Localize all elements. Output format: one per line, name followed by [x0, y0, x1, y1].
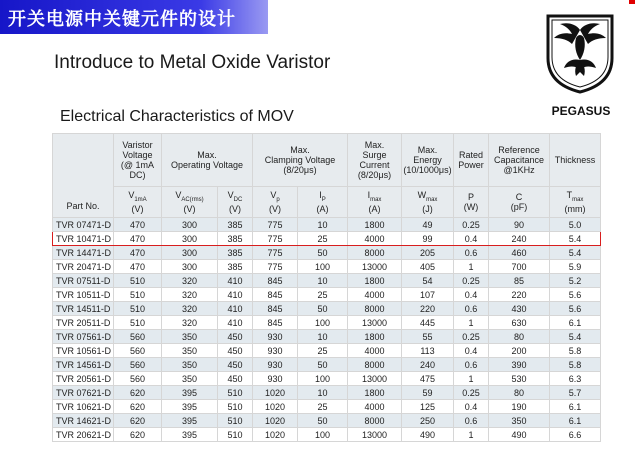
- table-cell: 85: [489, 274, 550, 288]
- group-header-line: Current: [359, 160, 390, 170]
- table-cell: 475: [402, 372, 454, 386]
- table-cell: 320: [162, 316, 218, 330]
- table-cell: 13000: [348, 428, 402, 442]
- unit-subscript: DC: [233, 196, 243, 203]
- group-header-line: Max.: [290, 145, 310, 155]
- table-cell: 59: [402, 386, 454, 400]
- table-cell: 1: [454, 428, 489, 442]
- part-number-cell: TVR 14511-D: [53, 302, 114, 316]
- table-cell: 320: [162, 302, 218, 316]
- table-cell: 125: [402, 400, 454, 414]
- brand-name: PEGASUS: [551, 104, 611, 118]
- table-cell: 5.9: [550, 260, 601, 274]
- table-cell: 0.6: [454, 358, 489, 372]
- table-cell: 55: [402, 330, 454, 344]
- unit-header: [253, 187, 298, 218]
- table-cell: 930: [253, 330, 298, 344]
- table-row: [53, 344, 601, 358]
- table-cell: 0.6: [454, 246, 489, 260]
- table-cell: 1020: [253, 414, 298, 428]
- table-cell: 410: [218, 288, 253, 302]
- group-header: [402, 134, 454, 187]
- table-cell: 300: [162, 246, 218, 260]
- table-cell: 385: [218, 218, 253, 232]
- unit-subscript: max: [572, 196, 584, 203]
- unit-label: (V): [131, 204, 144, 215]
- table-cell: 395: [162, 386, 218, 400]
- table-cell: 460: [489, 246, 550, 260]
- table-cell: 25: [298, 288, 348, 302]
- table-cell: 450: [218, 344, 253, 358]
- part-number-cell: TVR 14471-D: [53, 246, 114, 260]
- table-cell: 5.4: [550, 330, 601, 344]
- table-cell: 300: [162, 260, 218, 274]
- table-cell: 560: [114, 372, 162, 386]
- table-row: [53, 386, 601, 400]
- unit-label: (V): [269, 204, 281, 215]
- unit-label: (W): [463, 202, 479, 212]
- table-cell: 845: [253, 316, 298, 330]
- table-cell: 445: [402, 316, 454, 330]
- part-number-cell: TVR 10511-D: [53, 288, 114, 302]
- group-header-line: (8/20μs): [357, 170, 392, 180]
- table-cell: 5.6: [550, 302, 601, 316]
- unit-symbol: I: [319, 189, 322, 200]
- table-cell: 80: [489, 330, 550, 344]
- table-cell: 250: [402, 414, 454, 428]
- table-cell: 240: [402, 358, 454, 372]
- unit-symbol: W: [417, 189, 427, 200]
- table-cell: 775: [253, 232, 298, 246]
- table-cell: 6.6: [550, 428, 601, 442]
- table-cell: 5.4: [550, 246, 601, 260]
- unit-subscript: AC(rms): [181, 196, 204, 203]
- table-cell: 113: [402, 344, 454, 358]
- table-cell: 410: [218, 274, 253, 288]
- unit-label: (A): [368, 204, 381, 215]
- unit-header: [550, 187, 601, 218]
- table-cell: 8000: [348, 302, 402, 316]
- table-cell: 90: [489, 218, 550, 232]
- table-cell: 10: [298, 274, 348, 288]
- table-cell: 100: [298, 316, 348, 330]
- table-cell: 100: [298, 260, 348, 274]
- table-cell: 190: [489, 400, 550, 414]
- part-number-cell: TVR 20621-D: [53, 428, 114, 442]
- table-cell: 395: [162, 414, 218, 428]
- table-cell: 930: [253, 358, 298, 372]
- table-cell: 410: [218, 302, 253, 316]
- table-cell: 630: [489, 316, 550, 330]
- table-cell: 6.1: [550, 316, 601, 330]
- group-header-line: Max.: [197, 150, 217, 160]
- part-number-cell: TVR 07561-D: [53, 330, 114, 344]
- part-number-cell: TVR 10561-D: [53, 344, 114, 358]
- table-cell: 845: [253, 274, 298, 288]
- table-cell: 6.1: [550, 414, 601, 428]
- table-cell: 450: [218, 330, 253, 344]
- table-cell: 50: [298, 358, 348, 372]
- table-cell: 560: [114, 358, 162, 372]
- table-cell: 775: [253, 246, 298, 260]
- table-cell: 0.4: [454, 232, 489, 246]
- table-cell: 25: [298, 232, 348, 246]
- part-number-cell: TVR 14621-D: [53, 414, 114, 428]
- unit-symbol: T: [566, 189, 573, 200]
- table-cell: 4000: [348, 400, 402, 414]
- table-cell: 5.8: [550, 344, 601, 358]
- table-cell: 395: [162, 428, 218, 442]
- pegasus-shield-icon: [546, 14, 614, 94]
- table-cell: 1020: [253, 428, 298, 442]
- group-header-line: Rated: [459, 150, 484, 160]
- table-cell: 220: [402, 302, 454, 316]
- unit-label: (mm): [564, 204, 586, 215]
- table-row: [53, 246, 601, 260]
- table-cell: 405: [402, 260, 454, 274]
- group-header-line: Voltage: [122, 150, 153, 160]
- group-header-line: Clamping Voltage: [264, 155, 336, 165]
- group-header-line: Thickness: [554, 155, 596, 165]
- group-header-line: Capacitance: [493, 155, 545, 165]
- table-cell: 350: [162, 330, 218, 344]
- table-cell: 1020: [253, 400, 298, 414]
- table-cell: 700: [489, 260, 550, 274]
- table-cell: 0.25: [454, 330, 489, 344]
- group-header: [489, 134, 550, 187]
- table-cell: 430: [489, 302, 550, 316]
- unit-header: [489, 187, 550, 218]
- table-cell: 510: [114, 274, 162, 288]
- table-cell: 560: [114, 330, 162, 344]
- unit-symbol: V: [270, 189, 277, 200]
- table-cell: 300: [162, 232, 218, 246]
- table-row: [53, 302, 601, 316]
- table-cell: 450: [218, 372, 253, 386]
- table-cell: 390: [489, 358, 550, 372]
- table-cell: 13000: [348, 260, 402, 274]
- unit-header: [348, 187, 402, 218]
- table-cell: 8000: [348, 358, 402, 372]
- table-cell: 13000: [348, 372, 402, 386]
- table-cell: 470: [114, 246, 162, 260]
- table-cell: 0.25: [454, 218, 489, 232]
- table-row: [53, 330, 601, 344]
- group-header-line: Operating Voltage: [170, 160, 244, 170]
- unit-symbol: V: [175, 189, 182, 200]
- table-cell: 49: [402, 218, 454, 232]
- group-header: [550, 134, 601, 187]
- table-cell: 510: [218, 414, 253, 428]
- table-cell: 1800: [348, 218, 402, 232]
- table-cell: 350: [162, 344, 218, 358]
- table-cell: 300: [162, 218, 218, 232]
- part-no-header: Part No.: [53, 134, 114, 218]
- table-cell: 470: [114, 218, 162, 232]
- unit-header: [114, 187, 162, 218]
- group-header-line: (@ 1mA DC): [120, 160, 155, 180]
- table-cell: 510: [218, 400, 253, 414]
- table-cell: 560: [114, 344, 162, 358]
- unit-symbol: V: [128, 189, 135, 200]
- group-header-line: Surge: [362, 150, 387, 160]
- table-cell: 100: [298, 372, 348, 386]
- group-header: [114, 134, 162, 187]
- unit-label: (J): [422, 204, 433, 215]
- table-cell: 50: [298, 414, 348, 428]
- part-number-cell: TVR 07471-D: [53, 218, 114, 232]
- table-cell: 13000: [348, 316, 402, 330]
- table-cell: 0.4: [454, 288, 489, 302]
- table-cell: 350: [162, 358, 218, 372]
- table-cell: 240: [489, 232, 550, 246]
- unit-symbol: P: [468, 192, 475, 202]
- table-cell: 0.4: [454, 400, 489, 414]
- unit-subscript: max: [370, 196, 382, 203]
- mov-characteristics-table: [52, 133, 601, 442]
- table-cell: 6.1: [550, 400, 601, 414]
- table-cell: 5.0: [550, 218, 601, 232]
- table-cell: 54: [402, 274, 454, 288]
- red-corner-mark: [629, 0, 635, 4]
- part-number-cell: TVR 14561-D: [53, 358, 114, 372]
- table-cell: 845: [253, 302, 298, 316]
- table-cell: 0.6: [454, 302, 489, 316]
- table-cell: 510: [218, 428, 253, 442]
- table-cell: 510: [114, 302, 162, 316]
- table-cell: 8000: [348, 246, 402, 260]
- table-cell: 620: [114, 400, 162, 414]
- table-cell: 450: [218, 358, 253, 372]
- table-row: [53, 414, 601, 428]
- table-cell: 775: [253, 260, 298, 274]
- title-banner: [0, 0, 268, 34]
- group-header: [454, 134, 489, 187]
- table-cell: 385: [218, 246, 253, 260]
- table-cell: 10: [298, 386, 348, 400]
- table-row: [53, 400, 601, 414]
- banner-title: 开关电源中关键元件的设计: [8, 9, 236, 30]
- table-cell: 930: [253, 344, 298, 358]
- table-cell: 50: [298, 302, 348, 316]
- unit-subscript: p: [276, 196, 280, 203]
- group-header-line: Energy: [413, 155, 442, 165]
- table-cell: 80: [489, 386, 550, 400]
- table-cell: 200: [489, 344, 550, 358]
- unit-label: (V): [183, 204, 196, 215]
- table-cell: 530: [489, 372, 550, 386]
- table-cell: 410: [218, 316, 253, 330]
- table-cell: 470: [114, 232, 162, 246]
- table-cell: 25: [298, 344, 348, 358]
- group-header-line: @1KHz: [503, 165, 535, 175]
- table-cell: 395: [162, 400, 218, 414]
- table-cell: 0.25: [454, 274, 489, 288]
- table-row: [53, 274, 601, 288]
- table-cell: 385: [218, 260, 253, 274]
- table-row: [53, 260, 601, 274]
- table-cell: 99: [402, 232, 454, 246]
- table-cell: 320: [162, 274, 218, 288]
- table-cell: 5.8: [550, 358, 601, 372]
- group-header: [162, 134, 253, 187]
- table-cell: 5.4: [550, 232, 601, 246]
- table-cell: 1020: [253, 386, 298, 400]
- part-number-cell: TVR 20511-D: [53, 316, 114, 330]
- unit-header: [402, 187, 454, 218]
- group-header-line: (8/20μs): [283, 165, 317, 175]
- table-row: [53, 232, 601, 246]
- table-cell: 5.7: [550, 386, 601, 400]
- table-cell: 1: [454, 316, 489, 330]
- table-cell: 320: [162, 288, 218, 302]
- table-row: [53, 218, 601, 232]
- table-cell: 220: [489, 288, 550, 302]
- table-row: [53, 358, 601, 372]
- unit-subscript: 1mA: [134, 196, 147, 203]
- part-number-cell: TVR 20561-D: [53, 372, 114, 386]
- table-cell: 385: [218, 232, 253, 246]
- part-number-cell: TVR 10621-D: [53, 400, 114, 414]
- part-number-cell: TVR 07621-D: [53, 386, 114, 400]
- table-cell: 510: [218, 386, 253, 400]
- table-row: [53, 288, 601, 302]
- table-cell: 4000: [348, 232, 402, 246]
- table-cell: 205: [402, 246, 454, 260]
- part-number-cell: TVR 10471-D: [53, 232, 114, 246]
- group-header-line: Max.: [364, 140, 385, 150]
- unit-symbol: I: [367, 189, 371, 200]
- unit-label: (pF): [510, 202, 528, 212]
- table-cell: 50: [298, 246, 348, 260]
- group-header-line: Power: [458, 160, 484, 170]
- table-cell: 775: [253, 218, 298, 232]
- table-cell: 470: [114, 260, 162, 274]
- table-cell: 0.25: [454, 386, 489, 400]
- group-header: [253, 134, 348, 187]
- unit-header: [218, 187, 253, 218]
- table-cell: 6.3: [550, 372, 601, 386]
- table-cell: 0.6: [454, 414, 489, 428]
- table-cell: 350: [162, 372, 218, 386]
- table-cell: 510: [114, 288, 162, 302]
- table-row: [53, 428, 601, 442]
- table-cell: 1: [454, 260, 489, 274]
- table-cell: 0.4: [454, 344, 489, 358]
- unit-subscript: P: [321, 196, 326, 203]
- table-cell: 107: [402, 288, 454, 302]
- unit-label: (V): [229, 204, 241, 215]
- table-cell: 1800: [348, 330, 402, 344]
- group-header-line: Reference: [498, 145, 540, 155]
- group-header-line: Max.: [417, 145, 438, 155]
- table-cell: 5.6: [550, 288, 601, 302]
- part-number-cell: TVR 20471-D: [53, 260, 114, 274]
- table-cell: 100: [298, 428, 348, 442]
- unit-subscript: max: [426, 196, 438, 203]
- table-cell: 350: [489, 414, 550, 428]
- slide-title: Introduce to Metal Oxide Varistor: [54, 52, 331, 73]
- table-cell: 930: [253, 372, 298, 386]
- unit-header: [454, 187, 489, 218]
- table-cell: 1800: [348, 386, 402, 400]
- group-header: [348, 134, 402, 187]
- table-cell: 490: [489, 428, 550, 442]
- unit-header: [162, 187, 218, 218]
- table-cell: 25: [298, 400, 348, 414]
- unit-label: (A): [316, 204, 329, 215]
- table-cell: 4000: [348, 344, 402, 358]
- table-cell: 845: [253, 288, 298, 302]
- part-number-cell: TVR 07511-D: [53, 274, 114, 288]
- group-header-line: (10/1000μs): [403, 165, 452, 175]
- section-title: Electrical Characteristics of MOV: [60, 108, 294, 125]
- table-cell: 620: [114, 386, 162, 400]
- table-cell: 510: [114, 316, 162, 330]
- table-row: [53, 316, 601, 330]
- unit-symbol: C: [515, 192, 523, 202]
- unit-symbol: V: [227, 189, 234, 200]
- table-cell: 5.2: [550, 274, 601, 288]
- table-cell: 620: [114, 428, 162, 442]
- table-cell: 490: [402, 428, 454, 442]
- table-cell: 1800: [348, 274, 402, 288]
- table-cell: 10: [298, 330, 348, 344]
- table-cell: 4000: [348, 288, 402, 302]
- unit-header: [298, 187, 348, 218]
- table-cell: 620: [114, 414, 162, 428]
- table-cell: 10: [298, 218, 348, 232]
- table-cell: 1: [454, 372, 489, 386]
- group-header-line: Varistor: [122, 140, 153, 150]
- table-cell: 8000: [348, 414, 402, 428]
- table-row: [53, 372, 601, 386]
